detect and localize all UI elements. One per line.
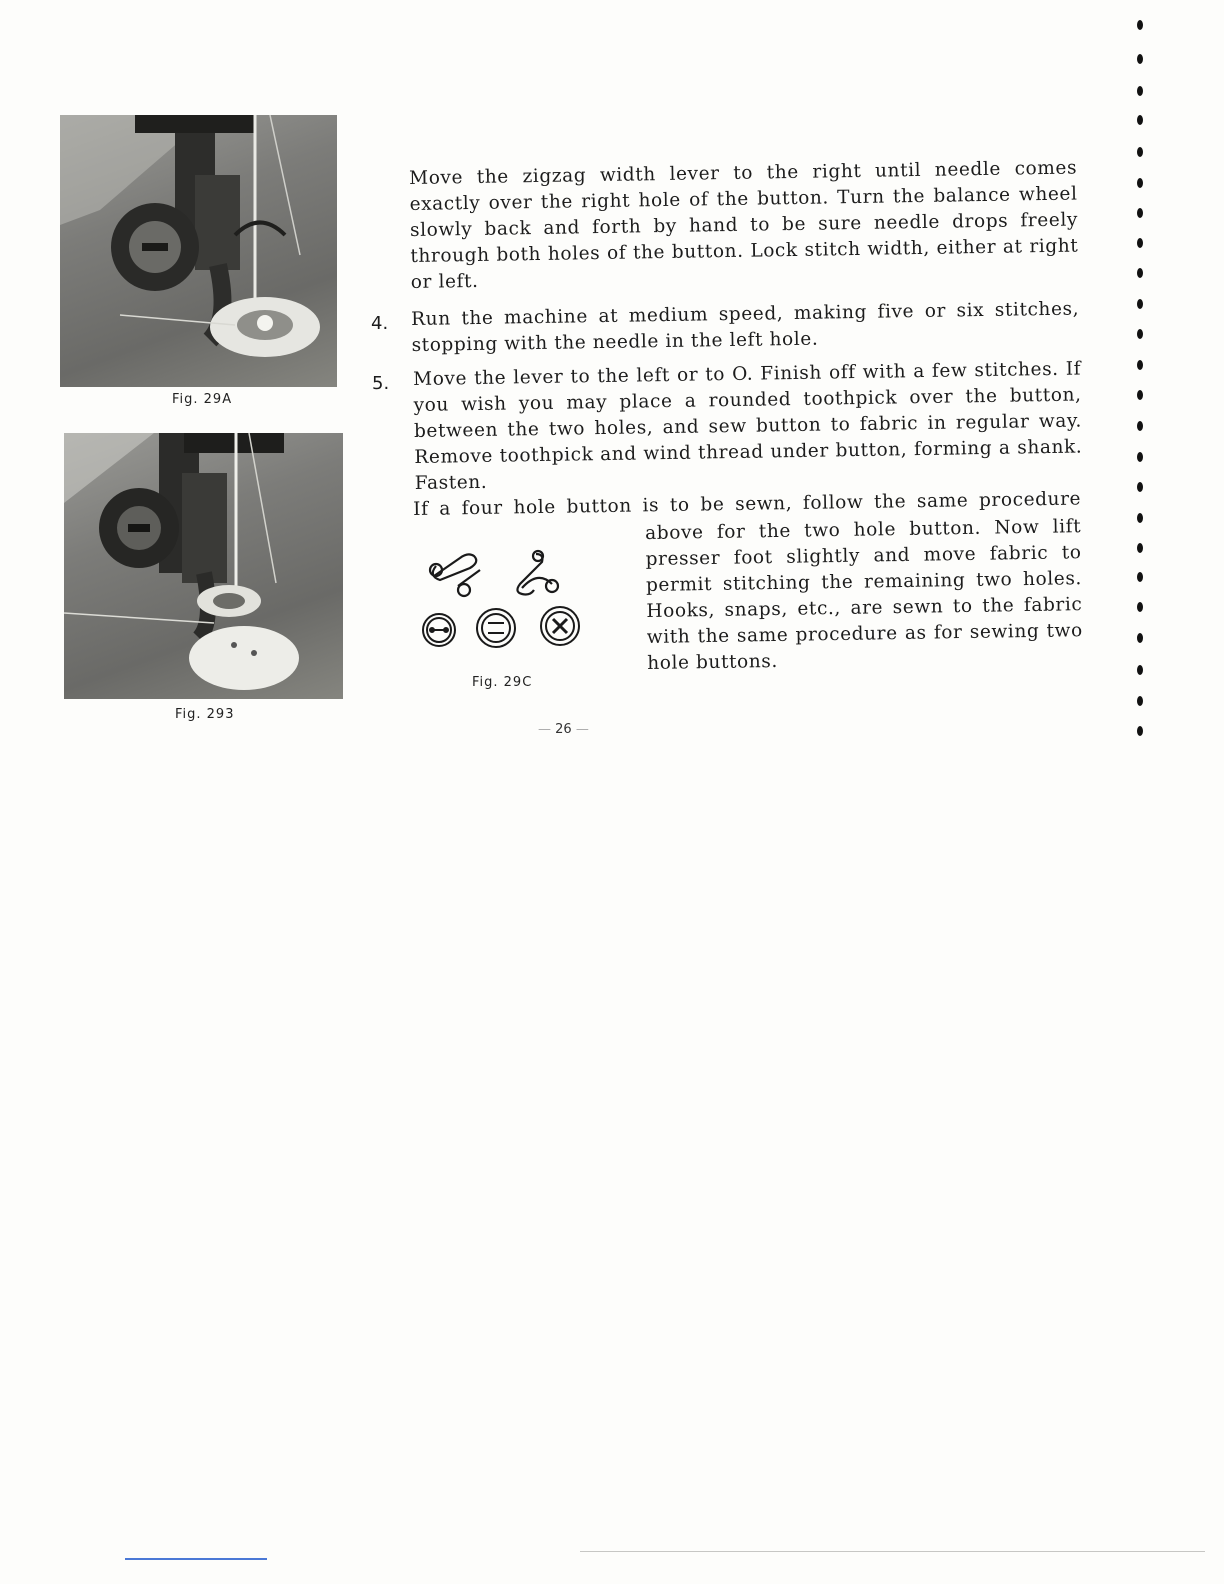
binding-hole-icon bbox=[1137, 572, 1143, 582]
binding-hole-icon bbox=[1137, 208, 1143, 218]
sewing-foot-photo-icon bbox=[64, 433, 343, 699]
figure-29a-photo bbox=[60, 115, 337, 387]
four-hole-button-parallel-icon bbox=[477, 609, 515, 647]
binding-hole-icon bbox=[1137, 329, 1143, 339]
binding-hole-icon bbox=[1137, 86, 1143, 96]
step-4-text: Run the machine at medium speed, making five or six stitches, stopping with the needle in the left hole. bbox=[411, 298, 1080, 356]
figure-29c-caption: Fig. 29C bbox=[472, 675, 533, 690]
binding-hole-icon bbox=[1137, 238, 1143, 248]
four-hole-paragraph: above for the two hole button. Now lift presser foot slightly and move fabric to permit stitching the remaining two holes. Hooks, snaps, etc., are sewn to the fabric with the same procedure as for sewing two hole buttons. bbox=[645, 516, 1083, 674]
figure-29c-drawing bbox=[418, 548, 588, 658]
figure-293-caption: Fig. 293 bbox=[175, 707, 235, 722]
binding-hole-icon bbox=[1137, 20, 1143, 30]
page-number-value: 26 bbox=[555, 722, 572, 737]
binding-hole-icon bbox=[1137, 299, 1143, 309]
binding-hole-icon bbox=[1137, 543, 1143, 553]
binding-hole-icon bbox=[1137, 726, 1143, 736]
hook-and-eye-icon bbox=[430, 554, 480, 596]
two-hole-button-icon bbox=[423, 614, 455, 646]
binding-hole-icon bbox=[1137, 696, 1143, 706]
eye-loop-icon bbox=[517, 551, 558, 595]
binding-hole-icon bbox=[1137, 115, 1143, 125]
binding-hole-icon bbox=[1137, 452, 1143, 462]
page-number-dash-left: — bbox=[538, 722, 556, 737]
bottom-scan-rule bbox=[580, 1551, 1205, 1552]
figure-29a-caption: Fig. 29A bbox=[172, 392, 233, 407]
binding-hole-icon bbox=[1137, 390, 1143, 400]
binding-holes bbox=[1128, 15, 1158, 745]
binding-hole-icon bbox=[1137, 482, 1143, 492]
figure-293-photo bbox=[64, 433, 343, 699]
binding-hole-icon bbox=[1137, 54, 1143, 64]
sewing-foot-photo-icon bbox=[60, 115, 337, 387]
step-4-number: 4. bbox=[371, 313, 389, 334]
page-number-dash-right: — bbox=[571, 722, 589, 737]
binding-hole-icon bbox=[1137, 268, 1143, 278]
binding-hole-icon bbox=[1137, 513, 1143, 523]
binding-hole-icon bbox=[1137, 178, 1143, 188]
four-hole-button-cross-icon bbox=[541, 607, 579, 645]
binding-hole-icon bbox=[1137, 602, 1143, 612]
binding-hole-icon bbox=[1137, 360, 1143, 370]
intro-paragraph: Move the zigzag width lever to the right until needle comes exactly over the right hole of the button. Turn the balance wheel slowly back and forth by hand to be sure needle drops freely through both holes of the button. Lock stitch width, either at right or left. bbox=[409, 157, 1079, 293]
four-hole-lead-line: If a four hole button is to be sewn, follow the same procedure bbox=[413, 488, 1082, 520]
binding-hole-icon bbox=[1137, 665, 1143, 675]
bottom-link-underline bbox=[125, 1558, 267, 1560]
step-5-number: 5. bbox=[372, 373, 390, 394]
binding-hole-icon bbox=[1137, 147, 1143, 157]
page-number bbox=[538, 722, 589, 737]
binding-hole-icon bbox=[1137, 421, 1143, 431]
binding-hole-icon bbox=[1137, 633, 1143, 643]
step-5-text: Move the lever to the left or to O. Finish off with a few stitches. If you wish you may place a rounded toothpick over the button, between the two holes, and sew button to fabric in regular way. Remove toothpick and wind thread under button, forming a shank. Fasten. bbox=[413, 358, 1083, 494]
